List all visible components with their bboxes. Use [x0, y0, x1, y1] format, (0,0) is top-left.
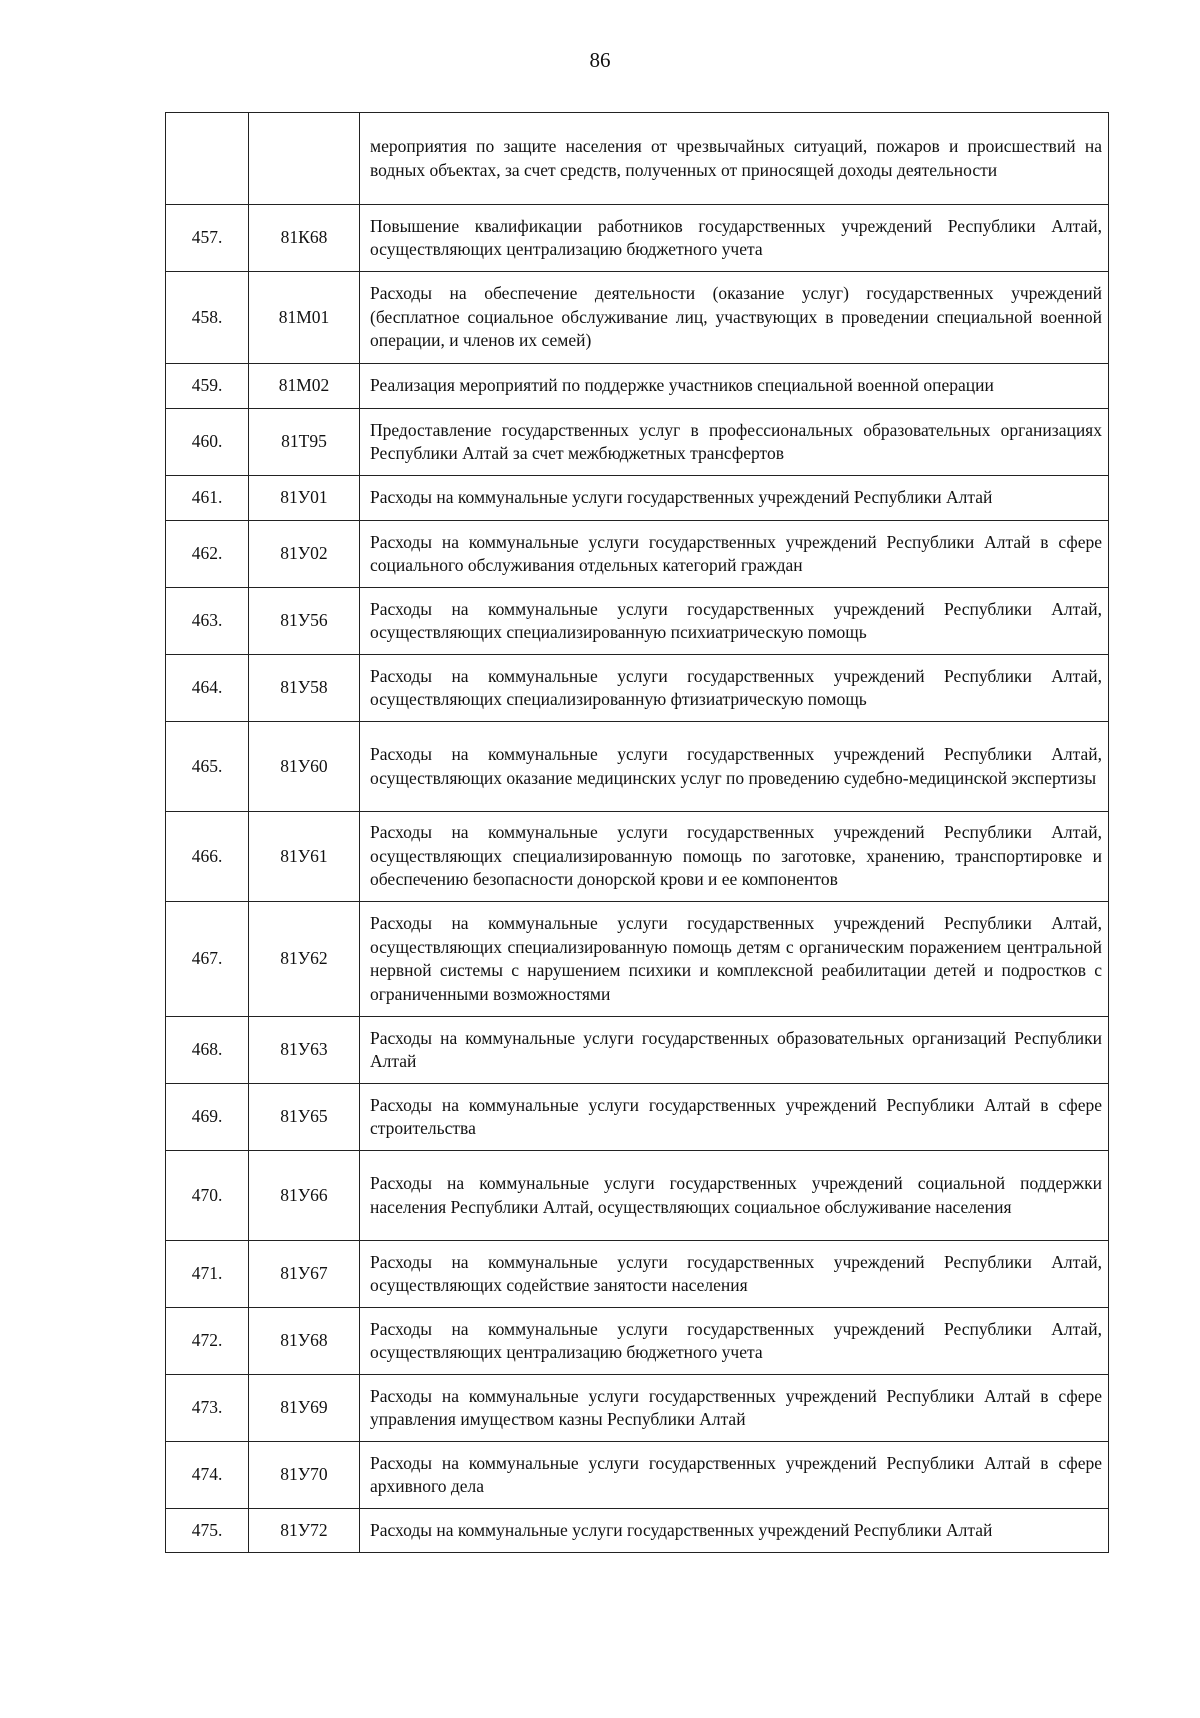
row-description: Расходы на коммунальные услуги государственных учреждений Республики Алтай, осуществляющих оказание медицинских услуг по проведению судебно-медицинской экспертизы: [360, 722, 1109, 812]
row-code: 81У63: [249, 1017, 360, 1084]
row-number: 469.: [166, 1084, 249, 1151]
row-number: 472.: [166, 1308, 249, 1375]
table-row: [166, 588, 1109, 655]
row-code: [249, 113, 360, 205]
row-code: 81У02: [249, 521, 360, 588]
row-description: Расходы на коммунальные услуги государственных учреждений Республики Алтай, осуществляющих специализированную фтизиатрическую помощь: [360, 655, 1109, 722]
row-description: Расходы на коммунальные услуги государственных учреждений Республики Алтай, осуществляющих содействие занятости населения: [360, 1241, 1109, 1308]
row-number: 465.: [166, 722, 249, 812]
row-number: 474.: [166, 1442, 249, 1509]
row-number: 463.: [166, 588, 249, 655]
row-code: 81У62: [249, 902, 360, 1017]
row-description: Реализация мероприятий по поддержке участников специальной военной операции: [360, 364, 1109, 409]
table-row: [166, 1017, 1109, 1084]
row-number: 467.: [166, 902, 249, 1017]
table-row: [166, 1151, 1109, 1241]
row-number: [166, 113, 249, 205]
table-row: [166, 205, 1109, 272]
row-description: Расходы на коммунальные услуги государственных образовательных организаций Республики Алтай: [360, 1017, 1109, 1084]
table-row: [166, 364, 1109, 409]
row-number: 466.: [166, 812, 249, 902]
row-number: 464.: [166, 655, 249, 722]
table-row: [166, 476, 1109, 521]
table-row: [166, 722, 1109, 812]
table-row: [166, 1241, 1109, 1308]
row-description: мероприятия по защите населения от чрезвычайных ситуаций, пожаров и происшествий на водных объектах, за счет средств, полученных от приносящей доходы деятельности: [360, 113, 1109, 205]
row-code: 81У68: [249, 1308, 360, 1375]
row-number: 462.: [166, 521, 249, 588]
row-code: 81У56: [249, 588, 360, 655]
row-code: 81У69: [249, 1375, 360, 1442]
budget-code-table: [165, 112, 1109, 1553]
row-description: Расходы на обеспечение деятельности (оказание услуг) государственных учреждений (бесплатное социальное обслуживание лиц, участвующих в проведении специальной военной операции, и членов их семей): [360, 272, 1109, 364]
row-description: Расходы на коммунальные услуги государственных учреждений Республики Алтай в сфере управления имуществом казны Республики Алтай: [360, 1375, 1109, 1442]
row-code: 81У70: [249, 1442, 360, 1509]
row-number: 473.: [166, 1375, 249, 1442]
table-row: [166, 521, 1109, 588]
table-row: [166, 1375, 1109, 1442]
row-number: 461.: [166, 476, 249, 521]
row-number: 458.: [166, 272, 249, 364]
table-row: [166, 902, 1109, 1017]
row-code: 81М01: [249, 272, 360, 364]
row-code: 81У60: [249, 722, 360, 812]
row-code: 81Т95: [249, 409, 360, 476]
row-code: 81У66: [249, 1151, 360, 1241]
row-number: 460.: [166, 409, 249, 476]
page-number: 86: [589, 48, 611, 72]
row-description: Расходы на коммунальные услуги государственных учреждений Республики Алтай, осуществляющих специализированную помощь детям с органическим поражением центральной нервной системы с нарушением психики и комплексной реабилитации детей и подростков с ограниченными возможностями: [360, 902, 1109, 1017]
row-description: Повышение квалификации работников государственных учреждений Республики Алтай, осуществляющих централизацию бюджетного учета: [360, 205, 1109, 272]
row-description: Расходы на коммунальные услуги государственных учреждений Республики Алтай, осуществляющих специализированную психиатрическую помощь: [360, 588, 1109, 655]
row-code: 81У72: [249, 1509, 360, 1553]
table-row: [166, 1442, 1109, 1509]
row-code: 81К68: [249, 205, 360, 272]
row-code: 81У65: [249, 1084, 360, 1151]
row-description: Расходы на коммунальные услуги государственных учреждений Республики Алтай в сфере социального обслуживания отдельных категорий граждан: [360, 521, 1109, 588]
row-description: Расходы на коммунальные услуги государственных учреждений Республики Алтай в сфере строительства: [360, 1084, 1109, 1151]
table-row: [166, 812, 1109, 902]
table-row: [166, 1509, 1109, 1553]
table-row: [166, 409, 1109, 476]
row-description: Расходы на коммунальные услуги государственных учреждений Республики Алтай: [360, 476, 1109, 521]
table-row: [166, 655, 1109, 722]
row-description: Расходы на коммунальные услуги государственных учреждений Республики Алтай в сфере архивного дела: [360, 1442, 1109, 1509]
row-description: Расходы на коммунальные услуги государственных учреждений Республики Алтай: [360, 1509, 1109, 1553]
row-code: 81У01: [249, 476, 360, 521]
row-number: 457.: [166, 205, 249, 272]
row-number: 471.: [166, 1241, 249, 1308]
row-code: 81У67: [249, 1241, 360, 1308]
row-code: 81М02: [249, 364, 360, 409]
row-description: Расходы на коммунальные услуги государственных учреждений Республики Алтай, осуществляющих централизацию бюджетного учета: [360, 1308, 1109, 1375]
row-number: 459.: [166, 364, 249, 409]
table-row: [166, 1084, 1109, 1151]
row-number: 470.: [166, 1151, 249, 1241]
table-row: [166, 113, 1109, 205]
row-number: 475.: [166, 1509, 249, 1553]
row-description: Предоставление государственных услуг в профессиональных образовательных организациях Республики Алтай за счет межбюджетных трансфертов: [360, 409, 1109, 476]
row-code: 81У58: [249, 655, 360, 722]
table-row: [166, 272, 1109, 364]
row-description: Расходы на коммунальные услуги государственных учреждений социальной поддержки населения Республики Алтай, осуществляющих социальное обслуживание населения: [360, 1151, 1109, 1241]
row-code: 81У61: [249, 812, 360, 902]
table-row: [166, 1308, 1109, 1375]
row-description: Расходы на коммунальные услуги государственных учреждений Республики Алтай, осуществляющих специализированную помощь по заготовке, хранению, транспортировке и обеспечению безопасности донорской крови и ее компонентов: [360, 812, 1109, 902]
row-number: 468.: [166, 1017, 249, 1084]
